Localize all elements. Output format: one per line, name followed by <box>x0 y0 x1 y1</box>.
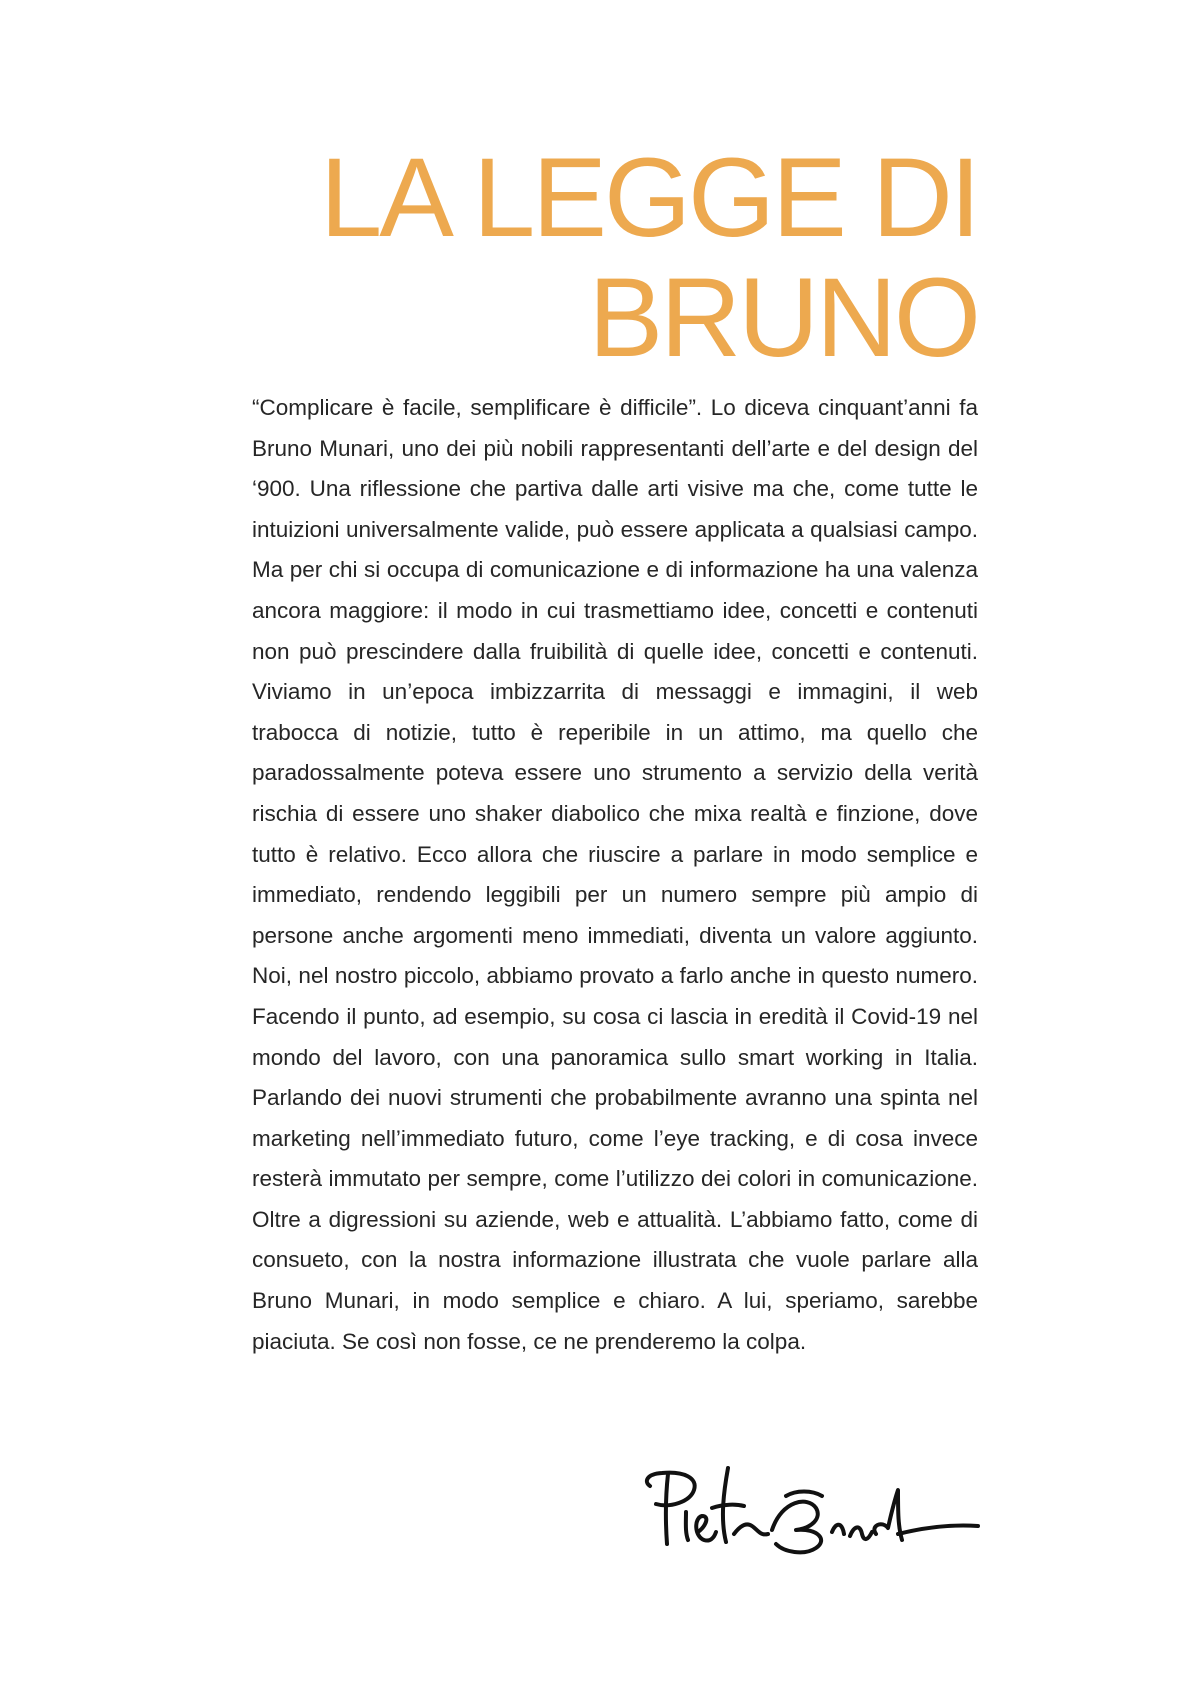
title-line-2: BRUNO <box>588 255 978 380</box>
page-title <box>252 135 978 380</box>
title-line-1: LA LEGGE DI <box>320 135 978 260</box>
handwritten-signature-icon <box>636 1460 982 1556</box>
editorial-body: “Complicare è facile, semplificare è difficile”. Lo diceva cinquant’anni fa Bruno Munari, uno dei più nobili rappresentanti dell’arte e del design del ‘900. Una riflessione che partiva dalle arti visive ma che, come tutte le intuizioni universalmente valide, può essere applicata a qualsiasi campo. Ma per chi si occupa di comunicazione e di informazione ha una valenza ancora maggiore: il modo in cui trasmettiamo idee, concetti e contenuti non può prescindere dalla fruibilità di quelle idee, concetti e contenuti. Viviamo in un’epoca imbizzarrita di messaggi e immagini, il web trabocca di notizie, tutto è reperibile in un attimo, ma quello che paradossalmente poteva essere uno strumento a servizio della verità rischia di essere uno shaker diabolico che mixa realtà e finzione, dove tutto è relativo. Ecco allora che riuscire a parlare in modo semplice e immediato, rendendo leggibili per un numero sempre più ampio di persone anche argomenti meno immediati, diventa un valore aggiunto. Noi, nel nostro piccolo, abbiamo provato a farlo anche in questo numero. Facendo il punto, ad esempio, su cosa ci lascia in eredità il Covid-19 nel mondo del lavoro, con una panoramica sullo smart working in Italia. Parlando dei nuovi strumenti che probabilmente avranno una spinta nel marketing nell’immediato futuro, come l’eye tracking, e di cosa invece resterà immutato per sempre, come l’utilizzo dei colori in comunicazione. Oltre a digressioni su aziende, web e attualità. L’abbiamo fatto, come di consueto, con la nostra informazione illustrata che vuole parlare alla Bruno Munari, in modo semplice e chiaro. A lui, speriamo, sarebbe piaciuta. Se così non fosse, ce ne prenderemo la colpa. <box>252 395 978 1354</box>
